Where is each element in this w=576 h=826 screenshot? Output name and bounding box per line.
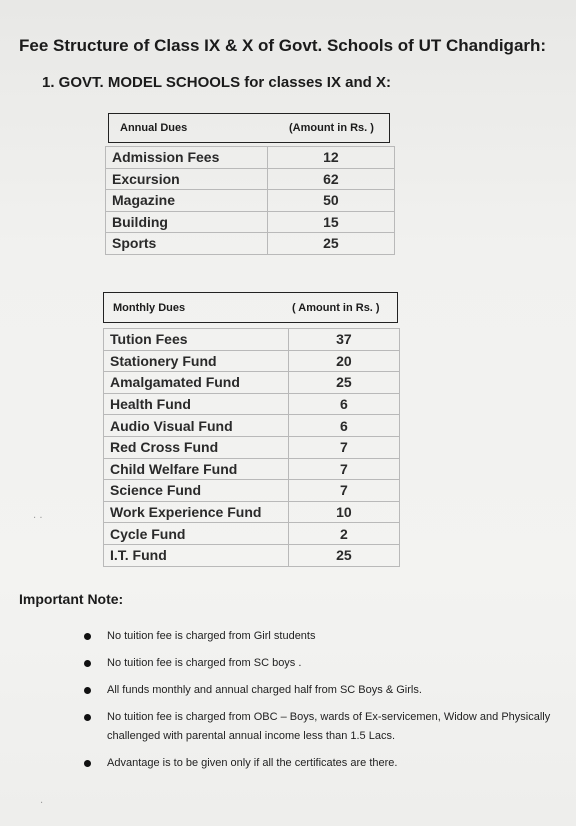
- fee-item: Admission Fees: [106, 147, 268, 169]
- bullet-icon: [84, 660, 91, 667]
- fee-amount: 7: [288, 458, 399, 480]
- note-text: All funds monthly and annual charged half from SC Boys & Girls.: [107, 684, 422, 696]
- fee-amount: 62: [267, 168, 394, 190]
- monthly-dues-table: [103, 328, 400, 567]
- fee-item: Building: [106, 211, 268, 233]
- fee-amount: 25: [288, 372, 399, 394]
- table-row: [104, 436, 400, 458]
- important-notes-list: [78, 627, 576, 781]
- fee-amount: 37: [288, 329, 399, 351]
- fee-amount: 50: [267, 190, 394, 212]
- fee-item: Child Welfare Fund: [104, 458, 289, 480]
- list-item: [78, 681, 576, 700]
- fee-amount: 10: [288, 501, 399, 523]
- table-row: [104, 480, 400, 502]
- fee-amount: 12: [267, 147, 394, 169]
- bullet-icon: [84, 633, 91, 640]
- annual-amount-label: (Amount in Rs. ): [289, 122, 374, 134]
- list-item: [78, 627, 576, 646]
- table-row: [104, 393, 400, 415]
- table-row: [104, 415, 400, 437]
- table-row: [104, 523, 400, 545]
- note-text: No tuition fee is charged from Girl students: [107, 630, 316, 642]
- fee-item: Magazine: [106, 190, 268, 212]
- list-item: [78, 708, 576, 746]
- fee-item: Science Fund: [104, 480, 289, 502]
- table-row: [106, 211, 395, 233]
- fee-amount: 15: [267, 211, 394, 233]
- fee-amount: 25: [288, 544, 399, 566]
- fee-item: Audio Visual Fund: [104, 415, 289, 437]
- page-title: Fee Structure of Class IX & X of Govt. Schools of UT Chandigarh:: [19, 36, 547, 55]
- fee-item: Sports: [106, 233, 268, 255]
- note-text: No tuition fee is charged from OBC – Boys, wards of Ex-servicemen, Widow and Physically challenged with parental annual income less than 1.5 Lacs.: [107, 711, 551, 742]
- fee-amount: 25: [267, 233, 394, 255]
- section-heading: 1. GOVT. MODEL SCHOOLS for classes IX and X:: [42, 74, 391, 91]
- monthly-amount-label: ( Amount in Rs. ): [292, 301, 380, 314]
- table-row: [106, 233, 395, 255]
- fee-amount: 7: [288, 436, 399, 458]
- table-row: [104, 544, 400, 566]
- fee-item: Amalgamated Fund: [104, 372, 289, 394]
- margin-mark: .: [40, 795, 44, 806]
- fee-amount: 20: [288, 350, 399, 372]
- fee-item: I.T. Fund: [104, 544, 289, 566]
- table-row: [104, 372, 400, 394]
- fee-item: Red Cross Fund: [104, 436, 289, 458]
- fee-item: Tution Fees: [104, 329, 289, 351]
- annual-dues-label: Annual Dues: [120, 122, 188, 134]
- table-row: [104, 458, 400, 480]
- list-item: [78, 754, 576, 773]
- fee-item: Stationery Fund: [104, 350, 289, 372]
- table-row: [104, 501, 400, 523]
- fee-item: Work Experience Fund: [104, 501, 289, 523]
- fee-amount: 7: [288, 480, 399, 502]
- note-text: No tuition fee is charged from SC boys .: [107, 657, 302, 669]
- annual-dues-header: [108, 113, 390, 143]
- fee-amount: 6: [288, 393, 399, 415]
- fee-amount: 6: [288, 415, 399, 437]
- table-row: [106, 168, 395, 190]
- bullet-icon: [84, 714, 91, 721]
- bullet-icon: [84, 687, 91, 694]
- table-row: [104, 329, 400, 351]
- monthly-dues-label: Monthly Dues: [113, 301, 186, 314]
- important-note-heading: Important Note:: [19, 591, 124, 607]
- fee-item: Excursion: [106, 168, 268, 190]
- monthly-dues-header: [103, 292, 398, 323]
- bullet-icon: [84, 760, 91, 767]
- list-item: [78, 654, 576, 673]
- margin-mark: . .: [33, 510, 43, 521]
- table-row: [106, 147, 395, 169]
- fee-item: Health Fund: [104, 393, 289, 415]
- fee-amount: 2: [288, 523, 399, 545]
- table-row: [106, 190, 395, 212]
- table-row: [104, 350, 400, 372]
- note-text: Advantage is to be given only if all the certificates are there.: [107, 757, 398, 769]
- fee-item: Cycle Fund: [104, 523, 289, 545]
- annual-dues-table: [105, 146, 395, 255]
